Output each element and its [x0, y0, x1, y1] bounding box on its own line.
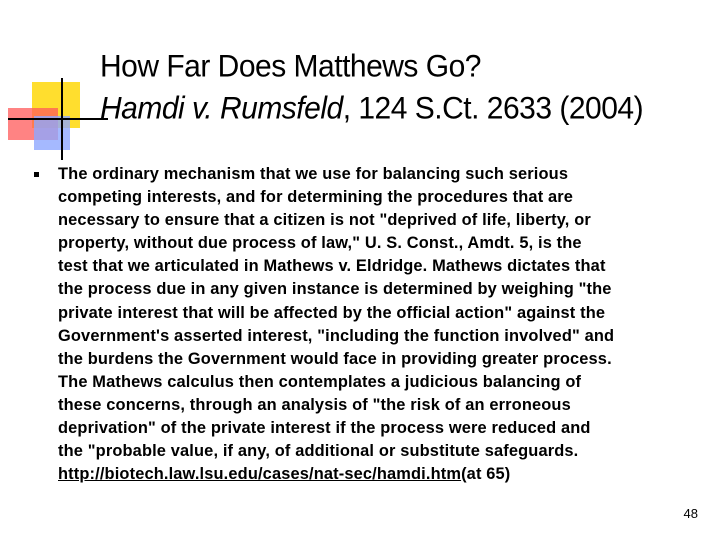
body-line: Government's asserted interest, "including the function involved" and — [58, 326, 615, 345]
body-line: property, without due process of law," U. S. Const., Amdt. 5, is the — [58, 234, 582, 253]
body-line: The ordinary mechanism that we use for balancing such serious — [58, 165, 569, 183]
decor-horizontal-line — [8, 118, 108, 120]
body-line: The Mathews calculus then contemplates a judicious balancing of — [58, 372, 582, 391]
title-case-name: Hamdi v. Rumsfeld — [100, 91, 343, 126]
title-line-1: How Far Does Matthews Go? — [100, 49, 481, 84]
link-line — [58, 463, 718, 486]
hamdi-case-link[interactable]: http://biotech.law.lsu.edu/cases/nat-sec/hamdi.htm — [58, 465, 462, 484]
body-line: necessary to ensure that a citizen is not "deprived of life, liberty, or — [58, 211, 591, 230]
body-line: these concerns, through an analysis of "the risk of an erroneous — [58, 395, 571, 414]
body-line: competing interests, and for determining the procedures that are — [58, 188, 574, 207]
body-line: deprivation" of the private interest if the process were reduced and — [58, 419, 591, 438]
slide-title — [100, 46, 700, 130]
title-citation: , 124 S.Ct. 2633 (2004) — [342, 91, 644, 126]
body-line: the burdens the Government would face in providing greater process. — [58, 349, 612, 368]
title-line-2 — [100, 88, 700, 130]
body-paragraph — [58, 163, 718, 486]
bullet-marker — [34, 172, 39, 177]
body-line: private interest that will be affected by the official action" against the — [58, 303, 606, 322]
link-suffix: (at 65) — [461, 465, 511, 484]
page-number: 48 — [683, 506, 698, 521]
body-line: the process due in any given instance is determined by weighing "the — [58, 280, 612, 299]
body-line: test that we articulated in Mathews v. Eldridge. Mathews dictates that — [58, 257, 606, 276]
body-line: the "probable value, if any, of additional or substitute safeguards. — [58, 442, 579, 461]
decor-blue-square — [34, 116, 70, 150]
